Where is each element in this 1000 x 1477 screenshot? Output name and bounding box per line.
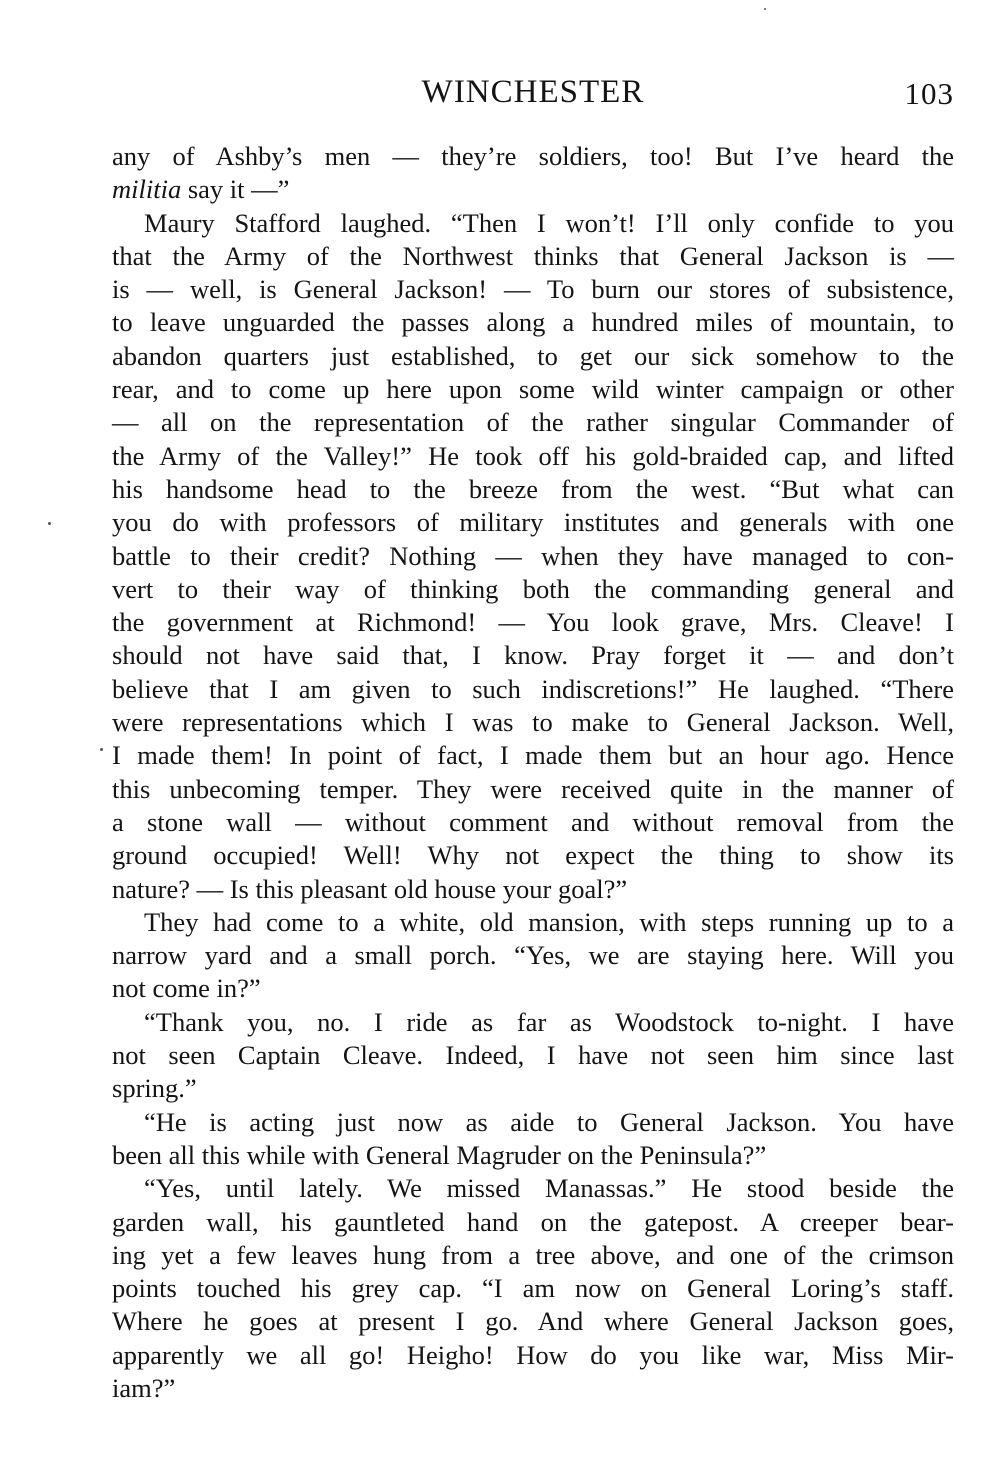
text-line: the Army of the Valley!” He took off his gold-braided cap, and lifted bbox=[112, 440, 954, 471]
text-line: Where he goes at present I go. And where General Jackson goes, bbox=[112, 1306, 954, 1337]
text-line: They had come to a white, old mansion, with steps running up to a bbox=[144, 906, 954, 937]
text-line: not come in?” bbox=[112, 973, 261, 1004]
text-line: his handsome head to the breeze from the west. “But what can bbox=[112, 473, 954, 504]
text-line: you do with professors of military institutes and generals with one bbox=[112, 507, 954, 538]
text-line: abandon quarters just established, to get our sick somehow to the bbox=[112, 340, 954, 371]
text-line: spring.” bbox=[112, 1073, 197, 1104]
text-line: vert to their way of thinking both the commanding general and bbox=[112, 573, 954, 604]
text-line: garden wall, his gauntleted hand on the gatepost. A creeper bear- bbox=[112, 1206, 954, 1237]
text-line: any of Ashby’s men — they’re soldiers, too! But I’ve heard the bbox=[112, 141, 954, 171]
text-line: the government at Richmond! — You look grave, Mrs. Cleave! I bbox=[112, 607, 954, 638]
text-line: I made them! In point of fact, I made them but an hour ago. Hence bbox=[112, 740, 954, 771]
text-line: this unbecoming temper. They were received quite in the manner of bbox=[112, 773, 954, 804]
text-line: “Thank you, no. I ride as far as Woodstock to-night. I have bbox=[144, 1006, 954, 1037]
text-line: “Yes, until lately. We missed Manassas.” He stood beside the bbox=[144, 1173, 954, 1204]
text-line: apparently we all go! Heigho! How do you like war, Miss Mir- bbox=[112, 1339, 954, 1370]
print-speck bbox=[764, 8, 766, 10]
page-number: 103 bbox=[904, 76, 954, 111]
text-line: that the Army of the Northwest thinks that General Jackson is — bbox=[112, 240, 954, 271]
text-line: “He is acting just now as aide to General Jackson. You have bbox=[144, 1106, 954, 1137]
text-line: were representations which I was to make to General Jackson. Well, bbox=[112, 707, 954, 738]
body-text bbox=[112, 140, 954, 1405]
text-line: been all this while with General Magruder on the Peninsula?” bbox=[112, 1139, 767, 1170]
text-line: believe that I am given to such indiscretions!” He laughed. “There bbox=[112, 673, 954, 704]
print-speck bbox=[48, 522, 51, 525]
text-line: battle to their credit? Nothing — when they have managed to con- bbox=[112, 540, 954, 571]
text-line: iam?” bbox=[112, 1372, 176, 1403]
text-line: ground occupied! Well! Why not expect the thing to show its bbox=[112, 840, 954, 871]
text-line: narrow yard and a small porch. “Yes, we are staying here. Will you bbox=[112, 940, 954, 971]
text-line: should not have said that, I know. Pray forget it — and don’t bbox=[112, 640, 954, 671]
text-line: militia say it —” bbox=[112, 174, 290, 205]
text-line: ing yet a few leaves hung from a tree above, and one of the crimson bbox=[112, 1239, 954, 1270]
text-line: to leave unguarded the passes along a hundred miles of mountain, to bbox=[112, 307, 954, 338]
text-line: a stone wall — without comment and without removal from the bbox=[112, 806, 954, 837]
running-head bbox=[112, 70, 954, 114]
text-line: is — well, is General Jackson! — To burn our stores of subsistence, bbox=[112, 274, 954, 305]
running-title: WINCHESTER bbox=[421, 74, 645, 110]
text-line: nature? — Is this pleasant old house your goal?” bbox=[112, 873, 628, 904]
text-line: not seen Captain Cleave. Indeed, I have not seen him since last bbox=[112, 1040, 954, 1071]
text-line: points touched his grey cap. “I am now on General Loring’s staff. bbox=[112, 1273, 954, 1304]
text-line: Maury Stafford laughed. “Then I won’t! I’ll only confide to you bbox=[144, 207, 954, 238]
print-speck bbox=[100, 748, 103, 751]
text-line: rear, and to come up here upon some wild winter campaign or other bbox=[112, 374, 954, 405]
text-line: — all on the representation of the rather singular Commander of bbox=[112, 407, 954, 438]
